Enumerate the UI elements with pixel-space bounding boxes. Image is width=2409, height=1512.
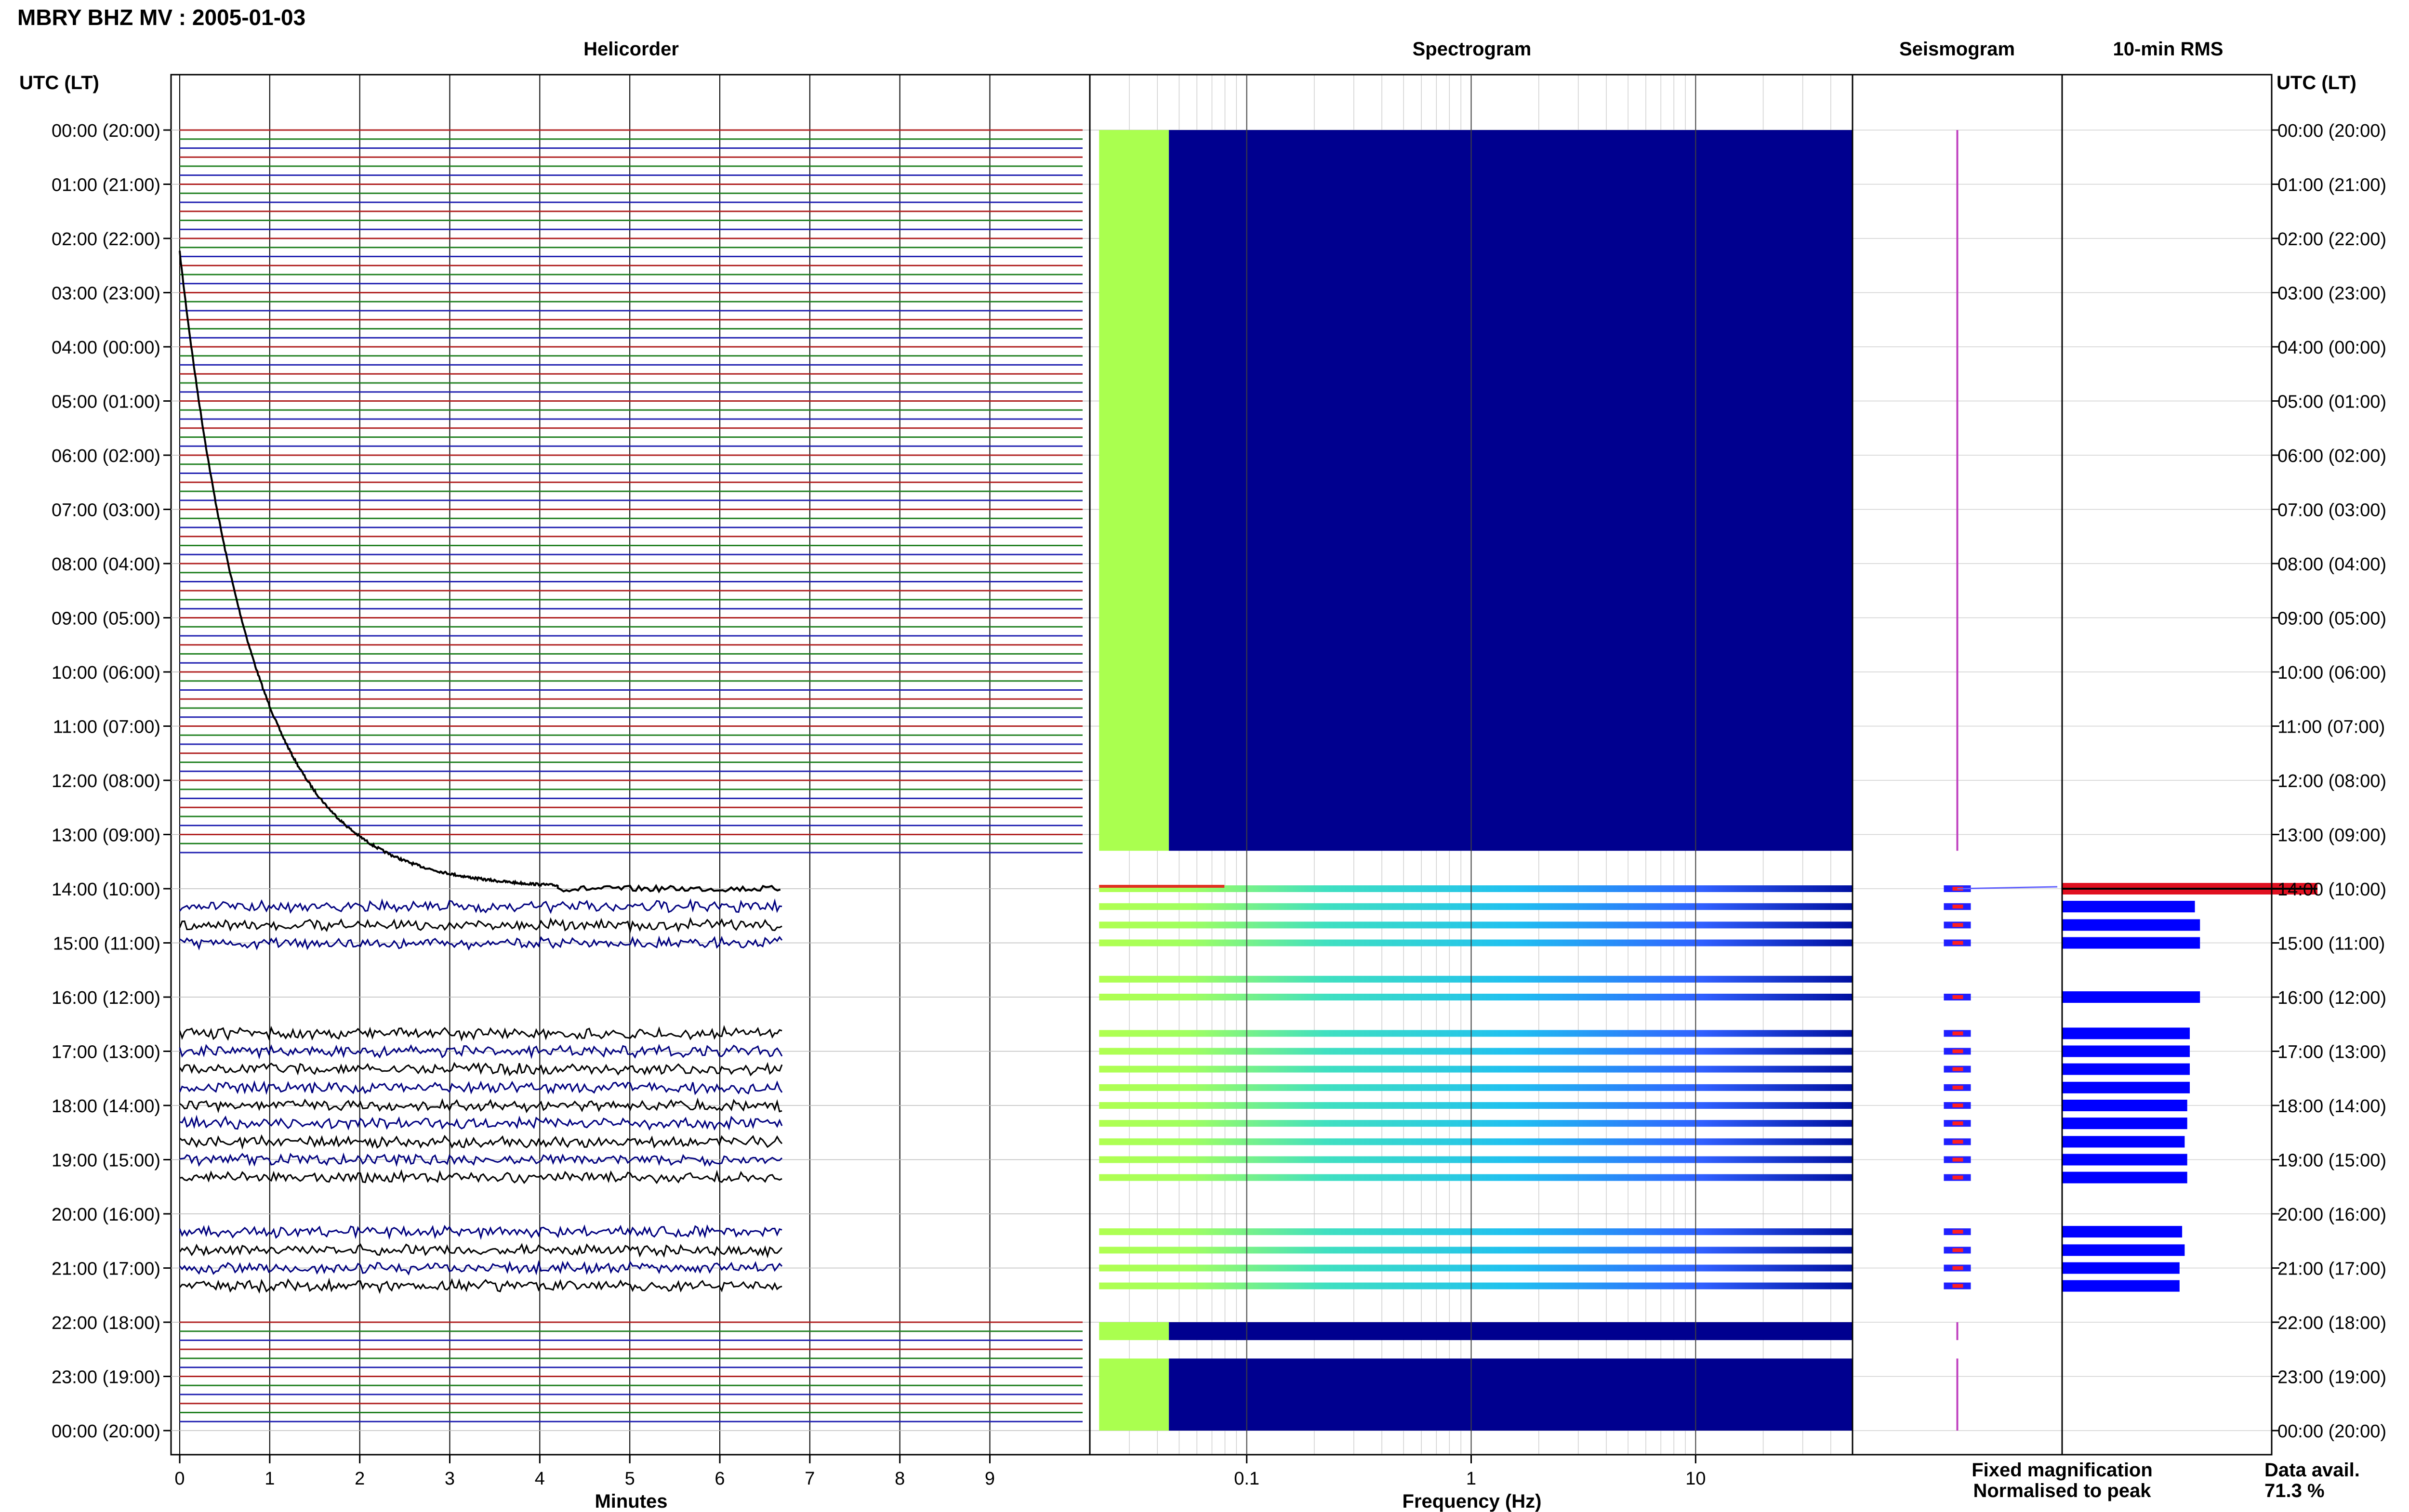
time-tick-label-left: 13:00 (09:00) [51, 825, 160, 846]
time-tick-label-right: 15:00 (11:00) [2277, 933, 2385, 954]
helicorder-xtick-label: 0 [174, 1469, 185, 1489]
rms-bar [2062, 937, 2200, 949]
rms-bar [2062, 1136, 2184, 1147]
time-tick-label-left: 22:00 (18:00) [51, 1313, 160, 1333]
seismogram-burst-peak [1953, 1248, 1963, 1252]
rms-panel [2062, 75, 2317, 1455]
spectrogram-strip [1099, 1283, 1853, 1289]
seismogram-burst-peak [1953, 941, 1963, 945]
time-tick-label-right: 22:00 (18:00) [2277, 1313, 2387, 1333]
spectrogram-xlabel: Frequency (Hz) [1402, 1491, 1542, 1512]
time-tick-label-left: 11:00 (07:00) [53, 717, 160, 737]
time-tick-label-right: 23:00 (19:00) [2277, 1367, 2387, 1388]
time-tick-label-right: 02:00 (22:00) [2277, 229, 2387, 250]
rms-bar [2062, 919, 2200, 931]
time-tick-label-left: 19:00 (15:00) [51, 1150, 160, 1171]
spectrogram-strip [1099, 976, 1853, 983]
time-tick-label-left: 10:00 (06:00) [51, 663, 160, 683]
rms-bar [2062, 1100, 2187, 1111]
spectrogram-low-band [1099, 130, 1169, 851]
time-tick-label-left: 00:00 (20:00) [51, 1421, 160, 1442]
time-tick-label-left: 09:00 (05:00) [51, 608, 160, 629]
rms-bar [2062, 1082, 2190, 1093]
time-tick-label-left: 02:00 (22:00) [51, 229, 160, 250]
time-tick-label-right: 09:00 (05:00) [2277, 608, 2387, 629]
spectrogram-strip [1099, 1048, 1853, 1055]
time-tick-label-right: 17:00 (13:00) [2277, 1042, 2387, 1063]
rms-title: 10-min RMS [2113, 39, 2224, 60]
rms-bar [2062, 1154, 2187, 1166]
helicorder-xtick-label: 6 [715, 1469, 725, 1489]
helicorder-xtick-label: 1 [265, 1469, 275, 1489]
seismogram-burst-peak [1953, 995, 1963, 999]
seismogram-burst-peak [1953, 1067, 1963, 1071]
time-tick-label-right: 05:00 (01:00) [2277, 392, 2387, 412]
rms-bar [2062, 1244, 2184, 1256]
spectrogram-strip [1099, 1228, 1853, 1235]
time-tick-label-right: 04:00 (00:00) [2277, 338, 2387, 358]
spectrogram-strip [1099, 994, 1853, 1000]
time-tick-label-right: 20:00 (16:00) [2277, 1205, 2387, 1225]
helicorder-xtick-label: 4 [534, 1469, 545, 1489]
time-tick-label-right: 14:00 (10:00) [2277, 880, 2387, 900]
helicorder-title: Helicorder [583, 39, 679, 60]
time-tick-label-right: 18:00 (14:00) [2277, 1096, 2387, 1117]
time-tick-label-left: 18:00 (14:00) [51, 1096, 160, 1117]
time-tick-label-left: 07:00 (03:00) [51, 500, 160, 521]
seismogram-burst-peak [1953, 1050, 1963, 1053]
spectrogram-strip [1099, 903, 1853, 910]
seismogram-burst-peak [1953, 1031, 1963, 1035]
legend-normalised-to-peak: Normalised to peak [1973, 1480, 2151, 1501]
helicorder-xtick-label: 8 [895, 1469, 905, 1489]
time-tick-label-left: 23:00 (19:00) [51, 1367, 160, 1388]
spectrogram-strip [1099, 1066, 1853, 1073]
time-tick-label-left: 12:00 (08:00) [51, 771, 160, 791]
helicorder-xtick-label: 5 [624, 1469, 635, 1489]
seismogram-title: Seismogram [1899, 39, 2015, 60]
time-tick-label-left: 08:00 (04:00) [51, 554, 160, 575]
helicorder-xlabel: Minutes [595, 1491, 668, 1512]
data-avail-value: 71.3 % [2264, 1480, 2325, 1501]
spectrogram-strip [1099, 1030, 1853, 1037]
time-tick-label-left: 05:00 (01:00) [51, 392, 160, 412]
spectrogram-xtick-label: 0.1 [1234, 1469, 1260, 1489]
seismogram-burst-peak [1953, 1086, 1963, 1090]
rms-bar [2062, 1027, 2190, 1039]
spectrogram-strip [1099, 1084, 1853, 1091]
time-tick-label-left: 15:00 (11:00) [53, 933, 160, 954]
spectrogram-strip [1099, 1157, 1853, 1163]
helicorder-xtick-label: 9 [984, 1469, 995, 1489]
rms-bar [2062, 1064, 2190, 1075]
time-tick-label-right: 11:00 (07:00) [2277, 717, 2385, 737]
time-tick-label-right: 10:00 (06:00) [2277, 663, 2387, 683]
seismogram-burst-peak [1953, 1284, 1963, 1288]
time-tick-label-left: 21:00 (17:00) [51, 1259, 160, 1279]
time-tick-label-left: 17:00 (13:00) [51, 1042, 160, 1063]
spectrogram-strip [1099, 1120, 1853, 1127]
spectrogram-strip [1099, 940, 1853, 947]
data-avail-label: Data avail. [2264, 1459, 2360, 1481]
time-axis-label-left: UTC (LT) [19, 72, 99, 93]
seismogram-burst-peak [1953, 905, 1963, 908]
helicorder-xtick-label: 2 [355, 1469, 365, 1489]
seismogram-burst-peak [1953, 1121, 1963, 1125]
time-tick-label-right: 07:00 (03:00) [2277, 500, 2387, 521]
rms-bar [2062, 1262, 2180, 1274]
seismogram-burst-peak [1953, 1266, 1963, 1270]
time-tick-label-left: 14:00 (10:00) [51, 880, 160, 900]
spectrogram-block [1169, 130, 1853, 851]
spectrogram-low-band [1099, 1322, 1169, 1340]
spectrogram-strip [1099, 1174, 1853, 1181]
time-tick-label-right: 00:00 (20:00) [2277, 1421, 2387, 1442]
seismogram-burst-peak [1953, 923, 1963, 927]
time-tick-label-right: 01:00 (21:00) [2277, 175, 2387, 196]
time-tick-label-right: 19:00 (15:00) [2277, 1150, 2387, 1171]
time-tick-label-left: 00:00 (20:00) [51, 121, 160, 141]
helicorder-xtick-label: 3 [444, 1469, 455, 1489]
spectrogram-strip [1099, 1102, 1853, 1109]
time-tick-label-left: 16:00 (12:00) [51, 988, 160, 1008]
spectrogram-block [1169, 1358, 1853, 1431]
time-tick-label-left: 20:00 (16:00) [51, 1205, 160, 1225]
spectrogram-xtick-label: 1 [1466, 1469, 1477, 1489]
rms-bar [2062, 1118, 2187, 1129]
seismogram-panel [1853, 75, 2062, 1455]
rms-bar [2062, 1046, 2190, 1057]
time-tick-label-right: 06:00 (02:00) [2277, 446, 2387, 466]
spectrogram-panel [1090, 75, 1853, 1489]
seismogram-burst-peak [1953, 1140, 1963, 1144]
spectrogram-peak-mark [1099, 885, 1224, 888]
time-tick-label-right: 13:00 (09:00) [2277, 825, 2387, 846]
seismogram-burst-peak [1953, 1176, 1963, 1180]
legend-fixed-magnification: Fixed magnification [1972, 1459, 2153, 1481]
rms-bar [2062, 991, 2200, 1003]
spectrogram-block [1169, 1322, 1853, 1340]
time-tick-label-right: 00:00 (20:00) [2277, 121, 2387, 141]
time-tick-label-left: 03:00 (23:00) [51, 283, 160, 304]
time-tick-label-right: 03:00 (23:00) [2277, 283, 2387, 304]
time-tick-label-right: 08:00 (04:00) [2277, 554, 2387, 575]
seismogram-burst-peak [1953, 1230, 1963, 1234]
rms-bar [2062, 1280, 2180, 1292]
helicorder-frame [171, 75, 1090, 1455]
spectrogram-strip [1099, 1247, 1853, 1253]
helicorder-panel [171, 75, 1090, 1489]
spectrogram-low-band [1099, 1358, 1169, 1431]
time-tick-label-right: 12:00 (08:00) [2277, 771, 2387, 791]
spectrogram-xtick-label: 10 [1685, 1469, 1706, 1489]
time-tick-label-right: 16:00 (12:00) [2277, 988, 2387, 1008]
time-tick-label-left: 01:00 (21:00) [51, 175, 160, 196]
spectrogram-strip [1099, 921, 1853, 928]
seismogram-burst-peak [1953, 1158, 1963, 1162]
time-tick-label-right: 21:00 (17:00) [2277, 1259, 2387, 1279]
time-tick-label-left: 04:00 (00:00) [51, 338, 160, 358]
spectrogram-strip [1099, 1138, 1853, 1145]
spectrogram-strip [1099, 1265, 1853, 1272]
rms-bar [2062, 1226, 2182, 1237]
rms-bar [2062, 1172, 2187, 1183]
plot-title: MBRY BHZ MV : 2005-01-03 [17, 5, 306, 30]
time-tick-label-left: 06:00 (02:00) [51, 446, 160, 466]
helicorder-xtick-label: 7 [805, 1469, 815, 1489]
time-axis-label-right: UTC (LT) [2277, 72, 2356, 93]
seismogram-burst-peak [1953, 1104, 1963, 1107]
rms-bar [2062, 901, 2195, 912]
spectrogram-title: Spectrogram [1412, 39, 1532, 60]
